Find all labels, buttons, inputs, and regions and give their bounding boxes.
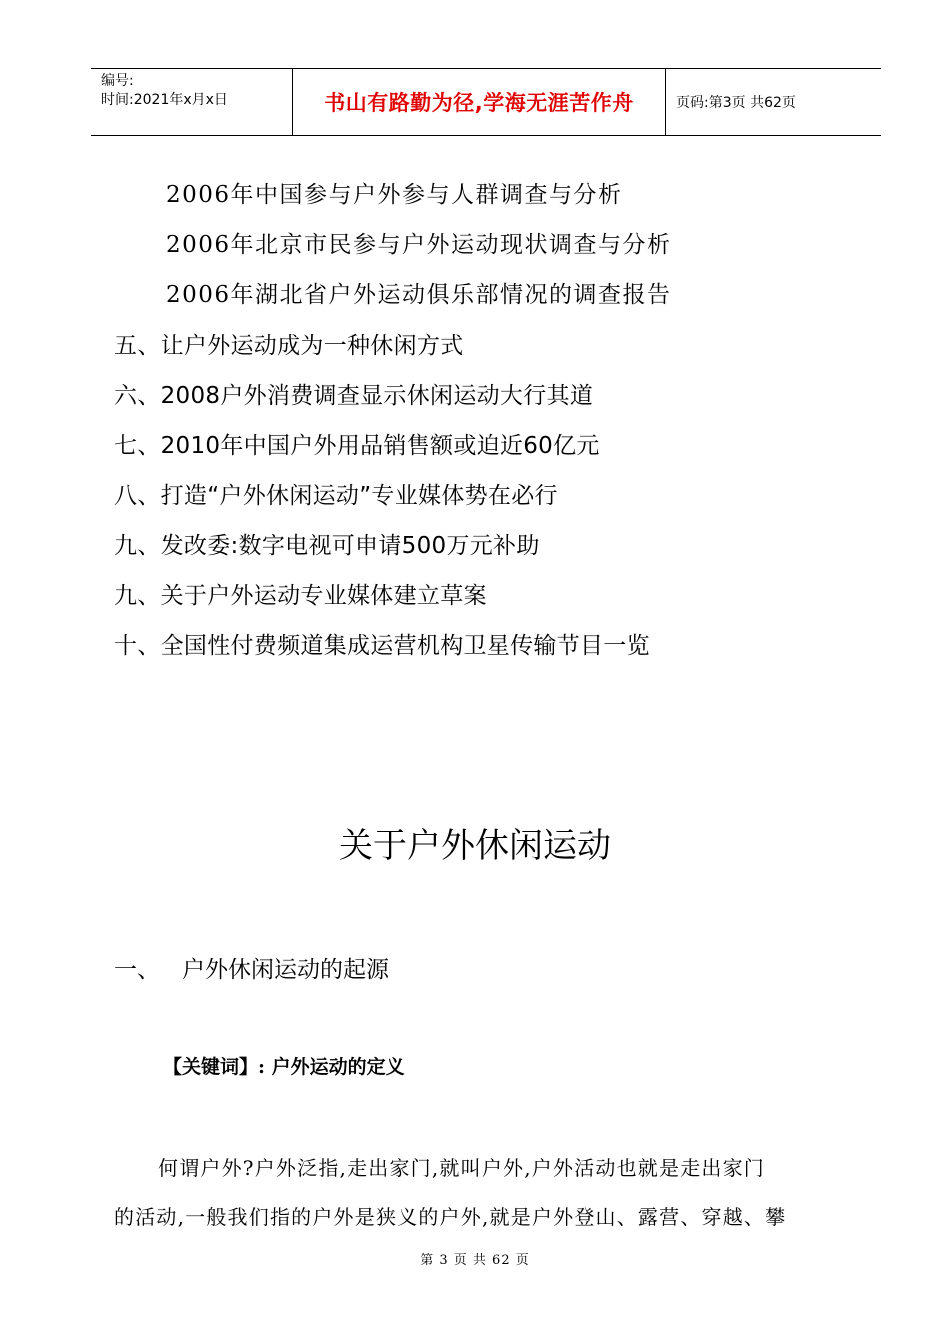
paragraph-line: 何谓户外?户外泛指,走出家门,就叫户外,户外活动也就是走出家门 [158, 1156, 765, 1180]
section-number: 一、 [114, 957, 160, 983]
toc-item: 十、全国性付费频道集成运营机构卫星传输节目一览 [114, 633, 650, 659]
toc-subitem: 2006年湖北省户外运动俱乐部情况的调查报告 [166, 282, 672, 308]
toc-item: 五、让户外运动成为一种休闲方式 [114, 333, 464, 359]
toc-item: 九、关于户外运动专业媒体建立草案 [114, 583, 487, 609]
toc-subitem: 2006年中国参与户外参与人群调查与分析 [166, 182, 623, 208]
section-heading-text: 户外休闲运动的起源 [182, 957, 389, 983]
toc-subitem: 2006年北京市民参与户外运动现状调查与分析 [166, 232, 672, 258]
toc-item: 七、2010年中国户外用品销售额或迫近60亿元 [114, 433, 600, 459]
toc-item: 八、打造“户外休闲运动”专业媒体势在必行 [114, 483, 558, 509]
document-number-label: 编号: [101, 73, 134, 89]
header-motto: 书山有路勤为径,学海无涯苦作舟 [293, 69, 666, 135]
header-page-number: 页码:第3页 共62页 [676, 95, 796, 111]
section-heading [114, 951, 389, 984]
page-title: 关于户外休闲运动 [339, 826, 611, 866]
page-footer: 第 3 页 共 62 页 [420, 1253, 530, 1268]
toc-item: 六、2008户外消费调查显示休闲运动大行其道 [114, 383, 594, 409]
page-header [91, 68, 881, 136]
paragraph-line: 的活动,一般我们指的户外是狭义的户外,就是户外登山、露营、穿越、攀 [114, 1205, 787, 1229]
toc-item: 九、发改委:数字电视可申请500万元补助 [114, 533, 540, 559]
keyword-line: 【关键词】: 户外运动的定义 [163, 1056, 405, 1078]
header-meta-cell [91, 69, 293, 135]
document-time-label: 时间:2021年x月x日 [101, 92, 228, 108]
